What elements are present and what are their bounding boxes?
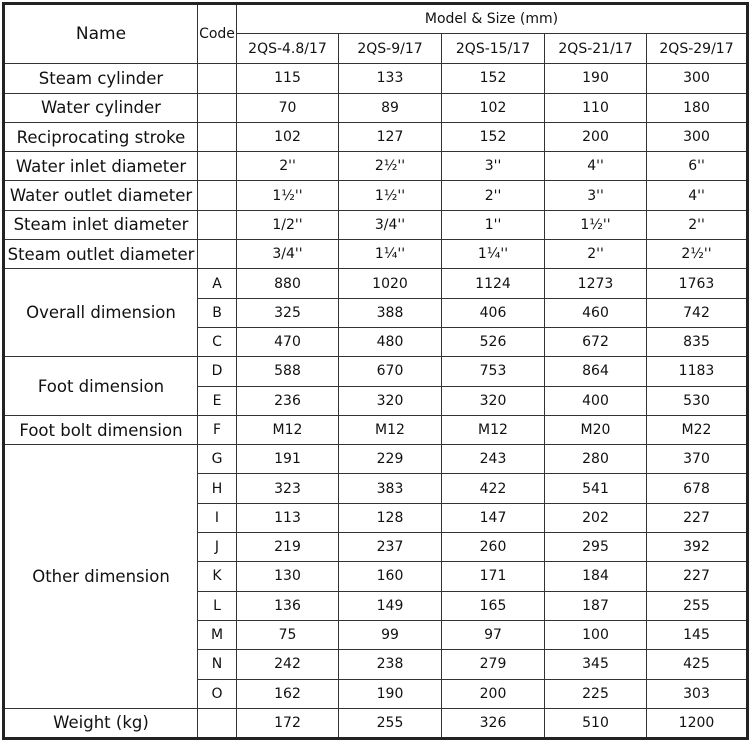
row-code: J	[198, 533, 237, 562]
cell-value: M12	[237, 415, 339, 444]
row-name: Water inlet diameter	[4, 152, 198, 181]
header-model: 2QS-29/17	[647, 34, 748, 64]
table-row	[4, 415, 748, 444]
row-code	[198, 64, 237, 93]
cell-value: 1273	[545, 269, 647, 298]
cell-value: 1/2''	[237, 210, 339, 239]
cell-value: 70	[237, 93, 339, 122]
header-model: 2QS-4.8/17	[237, 34, 339, 64]
cell-value: 200	[442, 679, 545, 708]
cell-value: 1020	[339, 269, 442, 298]
row-name: Water outlet diameter	[4, 181, 198, 210]
cell-value: 229	[339, 445, 442, 474]
row-name: Steam outlet diameter	[4, 240, 198, 269]
row-name: Steam cylinder	[4, 64, 198, 93]
cell-value: 753	[442, 357, 545, 386]
cell-value: 388	[339, 298, 442, 327]
cell-value: 238	[339, 650, 442, 679]
cell-value: 147	[442, 503, 545, 532]
row-code: F	[198, 415, 237, 444]
cell-value: 200	[545, 122, 647, 151]
cell-value: 320	[339, 386, 442, 415]
cell-value: 300	[647, 122, 748, 151]
cell-value: M22	[647, 415, 748, 444]
row-code: K	[198, 562, 237, 591]
row-code: L	[198, 591, 237, 620]
cell-value: 1763	[647, 269, 748, 298]
header-model-size: Model & Size (mm)	[237, 4, 748, 34]
cell-value: M20	[545, 415, 647, 444]
cell-value: 672	[545, 327, 647, 356]
cell-value: 3/4''	[339, 210, 442, 239]
cell-value: 184	[545, 562, 647, 591]
table-row	[4, 64, 748, 93]
row-code: M	[198, 620, 237, 649]
cell-value: 110	[545, 93, 647, 122]
cell-value: 89	[339, 93, 442, 122]
row-code	[198, 152, 237, 181]
cell-value: 392	[647, 533, 748, 562]
row-name: Overall dimension	[4, 269, 198, 357]
cell-value: 742	[647, 298, 748, 327]
cell-value: 670	[339, 357, 442, 386]
row-code: N	[198, 650, 237, 679]
cell-value: 1½''	[545, 210, 647, 239]
spec-table	[2, 2, 749, 740]
header-name: Name	[4, 4, 198, 64]
row-code	[198, 93, 237, 122]
row-code: G	[198, 445, 237, 474]
cell-value: 113	[237, 503, 339, 532]
cell-value: 370	[647, 445, 748, 474]
cell-value: 279	[442, 650, 545, 679]
header-model: 2QS-21/17	[545, 34, 647, 64]
cell-value: 3''	[442, 152, 545, 181]
table-row	[4, 708, 748, 738]
cell-value: 2''	[647, 210, 748, 239]
row-code: D	[198, 357, 237, 386]
cell-value: 480	[339, 327, 442, 356]
cell-value: 236	[237, 386, 339, 415]
header-model: 2QS-9/17	[339, 34, 442, 64]
cell-value: 4''	[545, 152, 647, 181]
cell-value: 2''	[442, 181, 545, 210]
row-code: C	[198, 327, 237, 356]
row-name: Water cylinder	[4, 93, 198, 122]
table-row	[4, 122, 748, 151]
cell-value: 323	[237, 474, 339, 503]
row-code: O	[198, 679, 237, 708]
row-name: Reciprocating stroke	[4, 122, 198, 151]
header-code: Code	[198, 4, 237, 64]
cell-value: 6''	[647, 152, 748, 181]
cell-value: 202	[545, 503, 647, 532]
cell-value: 152	[442, 64, 545, 93]
cell-value: 280	[545, 445, 647, 474]
row-code: E	[198, 386, 237, 415]
cell-value: 1¼''	[339, 240, 442, 269]
cell-value: 526	[442, 327, 545, 356]
cell-value: 133	[339, 64, 442, 93]
cell-value: 2½''	[647, 240, 748, 269]
cell-value: 127	[339, 122, 442, 151]
cell-value: 678	[647, 474, 748, 503]
cell-value: 145	[647, 620, 748, 649]
row-code: A	[198, 269, 237, 298]
row-code: B	[198, 298, 237, 327]
cell-value: 227	[647, 503, 748, 532]
cell-value: 1½''	[339, 181, 442, 210]
cell-value: 75	[237, 620, 339, 649]
row-code	[198, 240, 237, 269]
cell-value: 295	[545, 533, 647, 562]
cell-value: 303	[647, 679, 748, 708]
cell-value: 1¼''	[442, 240, 545, 269]
cell-value: 242	[237, 650, 339, 679]
cell-value: 227	[647, 562, 748, 591]
row-code	[198, 210, 237, 239]
cell-value: 128	[339, 503, 442, 532]
cell-value: 1''	[442, 210, 545, 239]
table-row	[4, 240, 748, 269]
cell-value: 255	[339, 708, 442, 738]
cell-value: 425	[647, 650, 748, 679]
row-name: Foot dimension	[4, 357, 198, 416]
cell-value: 1200	[647, 708, 748, 738]
cell-value: 406	[442, 298, 545, 327]
cell-value: 1183	[647, 357, 748, 386]
cell-value: 190	[339, 679, 442, 708]
row-code: H	[198, 474, 237, 503]
cell-value: 300	[647, 64, 748, 93]
cell-value: 2½''	[339, 152, 442, 181]
table-row	[4, 181, 748, 210]
cell-value: 422	[442, 474, 545, 503]
table-row	[4, 269, 748, 298]
cell-value: 1124	[442, 269, 545, 298]
cell-value: 225	[545, 679, 647, 708]
cell-value: M12	[339, 415, 442, 444]
cell-value: 400	[545, 386, 647, 415]
cell-value: 460	[545, 298, 647, 327]
table-row	[4, 210, 748, 239]
cell-value: 97	[442, 620, 545, 649]
cell-value: 541	[545, 474, 647, 503]
row-code	[198, 181, 237, 210]
cell-value: 187	[545, 591, 647, 620]
cell-value: 1½''	[237, 181, 339, 210]
header-model: 2QS-15/17	[442, 34, 545, 64]
row-code	[198, 708, 237, 738]
cell-value: 326	[442, 708, 545, 738]
table-row	[4, 357, 748, 386]
cell-value: 880	[237, 269, 339, 298]
table-row	[4, 93, 748, 122]
cell-value: 325	[237, 298, 339, 327]
cell-value: 149	[339, 591, 442, 620]
row-code	[198, 122, 237, 151]
cell-value: 255	[647, 591, 748, 620]
cell-value: 136	[237, 591, 339, 620]
cell-value: 2''	[545, 240, 647, 269]
cell-value: 171	[442, 562, 545, 591]
cell-value: 190	[545, 64, 647, 93]
table-row	[4, 152, 748, 181]
cell-value: 165	[442, 591, 545, 620]
cell-value: 470	[237, 327, 339, 356]
cell-value: 383	[339, 474, 442, 503]
cell-value: 243	[442, 445, 545, 474]
cell-value: 100	[545, 620, 647, 649]
table-row	[4, 445, 748, 474]
cell-value: 172	[237, 708, 339, 738]
cell-value: 864	[545, 357, 647, 386]
cell-value: 3''	[545, 181, 647, 210]
cell-value: 191	[237, 445, 339, 474]
cell-value: 4''	[647, 181, 748, 210]
row-name: Other dimension	[4, 445, 198, 709]
cell-value: 102	[442, 93, 545, 122]
cell-value: 219	[237, 533, 339, 562]
cell-value: 835	[647, 327, 748, 356]
cell-value: 130	[237, 562, 339, 591]
row-name: Weight (kg)	[4, 708, 198, 738]
cell-value: 162	[237, 679, 339, 708]
cell-value: 3/4''	[237, 240, 339, 269]
cell-value: 260	[442, 533, 545, 562]
cell-value: 99	[339, 620, 442, 649]
cell-value: 510	[545, 708, 647, 738]
cell-value: M12	[442, 415, 545, 444]
cell-value: 2''	[237, 152, 339, 181]
row-name: Steam inlet diameter	[4, 210, 198, 239]
cell-value: 160	[339, 562, 442, 591]
cell-value: 152	[442, 122, 545, 151]
cell-value: 588	[237, 357, 339, 386]
cell-value: 115	[237, 64, 339, 93]
cell-value: 320	[442, 386, 545, 415]
row-code: I	[198, 503, 237, 532]
cell-value: 530	[647, 386, 748, 415]
row-name: Foot bolt dimension	[4, 415, 198, 444]
cell-value: 180	[647, 93, 748, 122]
cell-value: 102	[237, 122, 339, 151]
cell-value: 345	[545, 650, 647, 679]
cell-value: 237	[339, 533, 442, 562]
